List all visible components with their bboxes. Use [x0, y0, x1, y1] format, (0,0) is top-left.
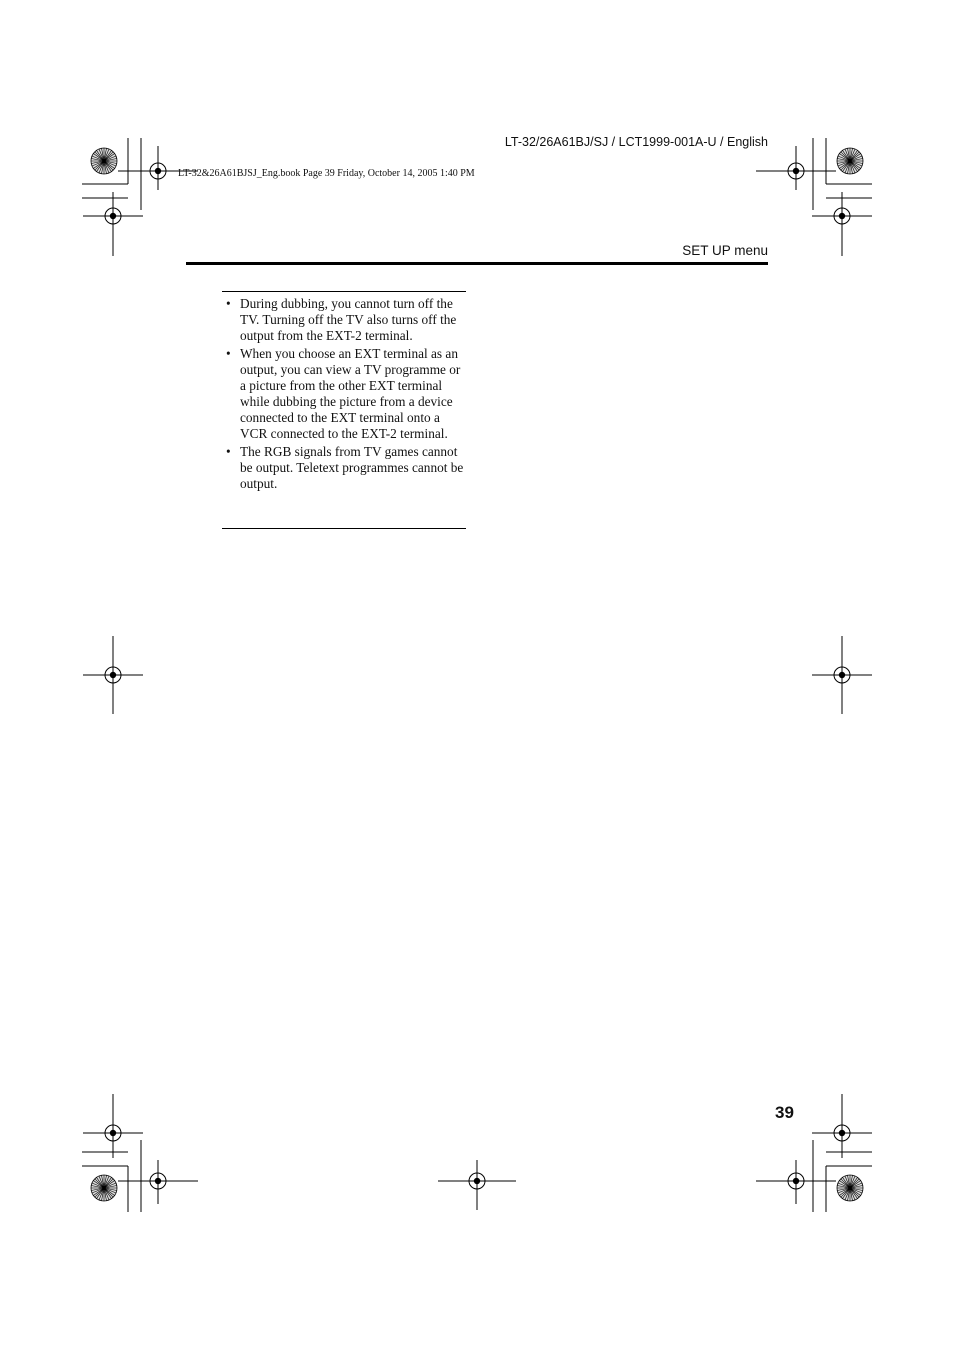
section-title: SET UP menu	[682, 243, 768, 258]
notes-list	[222, 292, 466, 492]
note-text: During dubbing, you cannot turn off the TV. Turning off the TV also turns off the output from the EXT-2 terminal.	[240, 296, 457, 343]
note-text: The RGB signals from TV games cannot be output. Teletext programmes cannot be output.	[240, 444, 464, 491]
header-rule	[186, 262, 768, 265]
page-number: 39	[775, 1103, 794, 1122]
note-item	[222, 296, 466, 344]
document-id: LT-32/26A61BJ/SJ / LCT1999-001A-U / English	[504, 135, 768, 149]
bullet-icon: •	[226, 444, 231, 459]
book-info-line: LT-32&26A61BJSJ_Eng.book Page 39 Friday, October 14, 2005 1:40 PM	[178, 168, 475, 179]
note-item	[222, 444, 466, 492]
bullet-icon: •	[226, 346, 231, 361]
notes-box	[222, 291, 466, 529]
note-item	[222, 346, 466, 442]
bullet-icon: •	[226, 296, 231, 311]
note-text: When you choose an EXT terminal as an output, you can view a TV programme or a picture from the other EXT terminal while dubbing the picture from a device connected to the EXT terminal onto a VCR connected to the EXT-2 terminal.	[240, 346, 461, 441]
